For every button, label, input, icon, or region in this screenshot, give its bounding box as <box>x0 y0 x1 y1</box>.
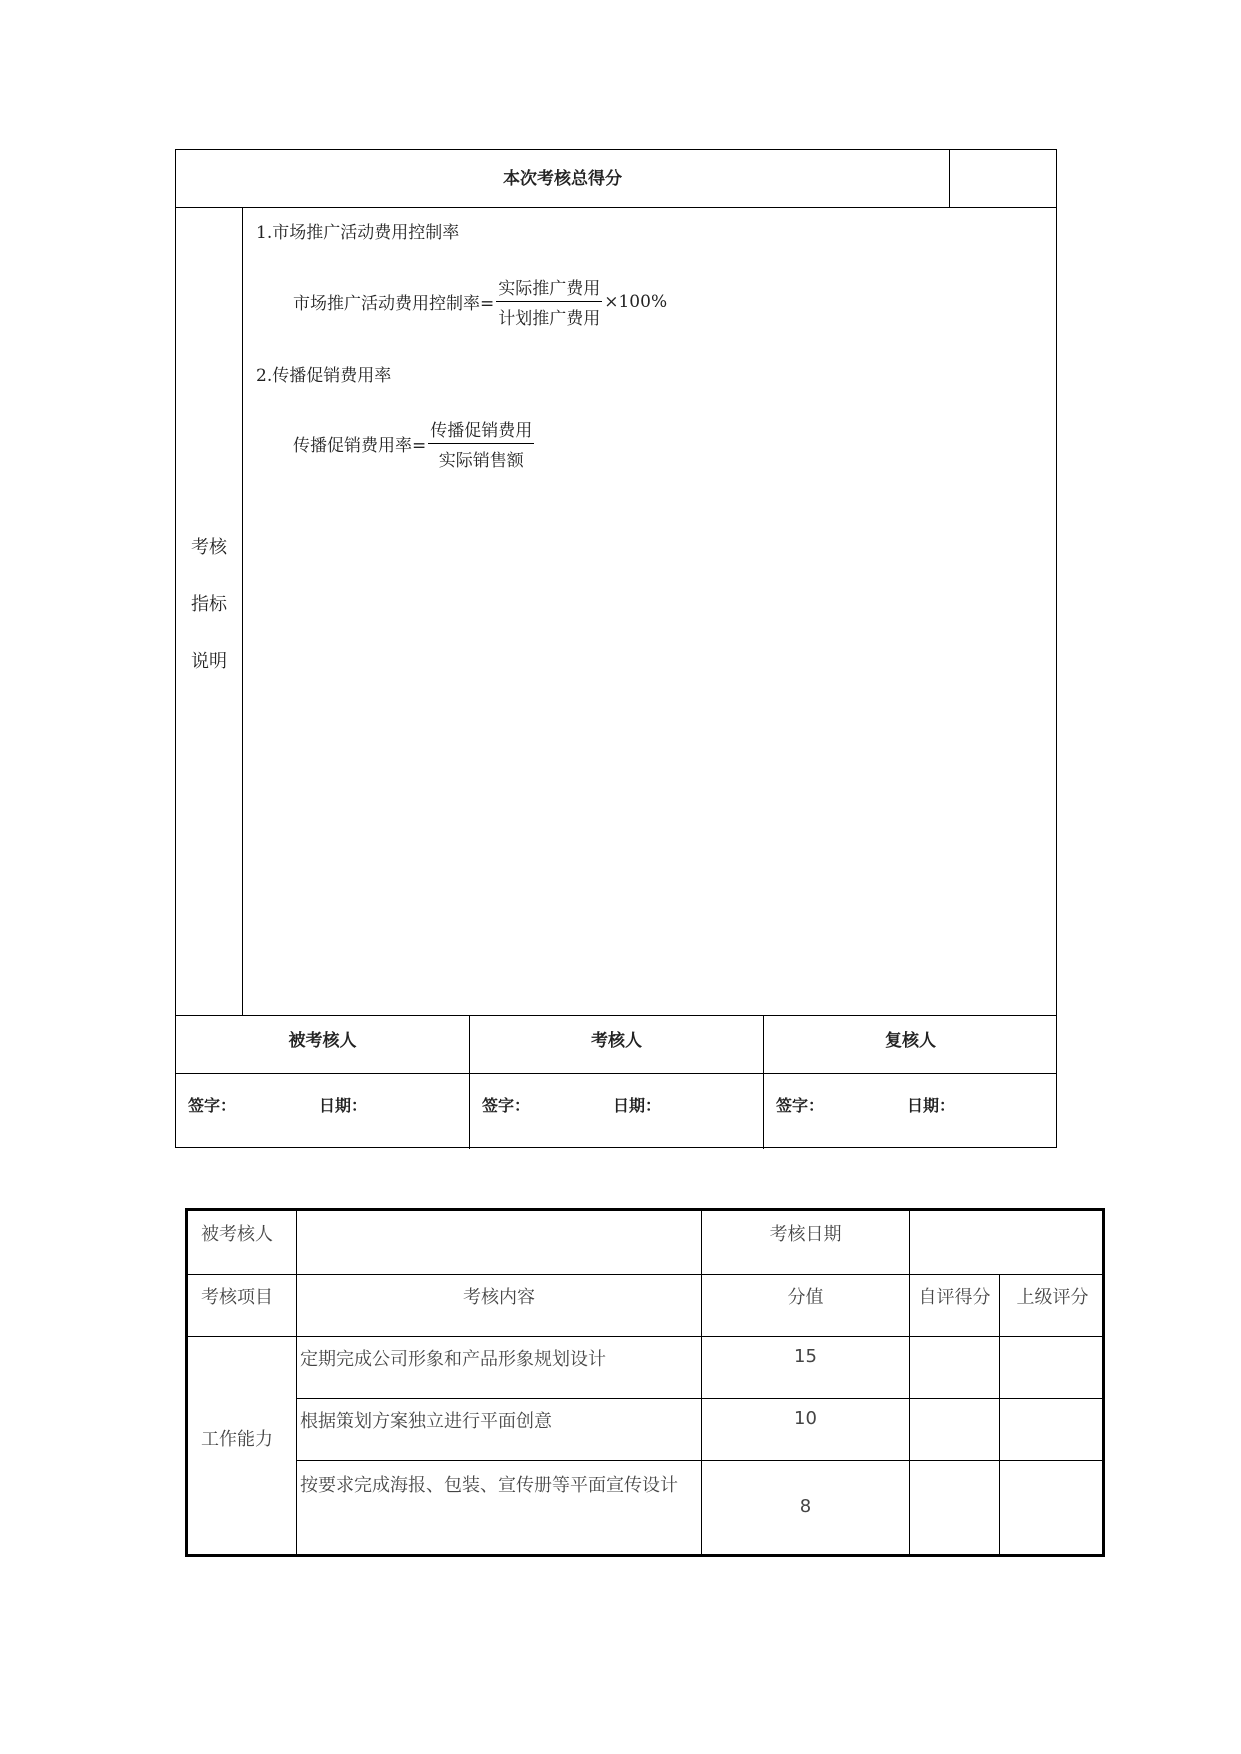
section-label-line-1: 考核 <box>191 537 227 558</box>
total-score-value-cell[interactable] <box>950 150 1056 207</box>
date-label: 日期： <box>319 1096 368 1115</box>
sign-label: 签字： <box>776 1096 825 1115</box>
row-divider <box>176 1015 1056 1016</box>
formula-denominator: 实际销售额 <box>438 451 524 471</box>
row-divider <box>296 1398 1102 1399</box>
assessee-label: 被考核人 <box>201 1224 273 1245</box>
header-superior-score: 上级评分 <box>1016 1287 1089 1308</box>
formula-numerator: 传播促销费用 <box>428 416 534 444</box>
column-divider <box>242 207 243 1015</box>
row-divider <box>188 1336 1102 1337</box>
reviewer-heading: 复核人 <box>885 1031 936 1051</box>
indicator-formula <box>293 416 536 471</box>
assessee-heading: 被考核人 <box>288 1031 357 1051</box>
superior-score-field[interactable] <box>1001 1401 1101 1458</box>
column-divider <box>909 1211 910 1554</box>
assessment-date-label: 考核日期 <box>769 1224 842 1245</box>
row-divider <box>188 1274 1102 1275</box>
row-content: 定期完成公司形象和产品形象规划设计 <box>300 1349 606 1370</box>
formula-numerator: 实际推广费用 <box>496 274 602 302</box>
column-divider <box>999 1274 1000 1554</box>
score-table <box>185 1208 1105 1557</box>
self-score-field[interactable] <box>911 1463 997 1553</box>
formula-lhs: 市场推广活动费用控制率= <box>293 294 495 314</box>
self-score-field[interactable] <box>911 1339 997 1396</box>
assessee-value-field[interactable] <box>298 1213 698 1271</box>
indicator-heading: 1.市场推广活动费用控制率 <box>256 223 460 243</box>
header-self-score: 自评得分 <box>918 1287 991 1308</box>
row-score: 10 <box>794 1408 817 1429</box>
formula-lhs: 传播促销费用率= <box>293 436 427 456</box>
header-content: 考核内容 <box>463 1287 535 1308</box>
total-score-label: 本次考核总得分 <box>503 169 622 189</box>
row-divider <box>176 1073 1056 1074</box>
section-label-line-2: 指标 <box>191 594 227 615</box>
formula-fraction <box>428 416 534 471</box>
row-divider <box>176 207 1056 208</box>
row-content: 按要求完成海报、包装、宣传册等平面宣传设计 <box>300 1475 678 1496</box>
date-label: 日期： <box>613 1096 662 1115</box>
indicator-formula <box>293 274 667 329</box>
header-score: 分值 <box>787 1287 824 1308</box>
superior-score-field[interactable] <box>1001 1463 1101 1553</box>
row-divider <box>296 1460 1102 1461</box>
header-item: 考核项目 <box>201 1287 273 1308</box>
sign-label: 签字： <box>482 1096 531 1115</box>
formula-denominator: 计划推广费用 <box>498 309 601 329</box>
superior-score-field[interactable] <box>1001 1339 1101 1396</box>
column-divider <box>296 1211 297 1554</box>
sign-label: 签字： <box>188 1096 237 1115</box>
row-content: 根据策划方案独立进行平面创意 <box>300 1411 552 1432</box>
date-label: 日期： <box>907 1096 956 1115</box>
category-label: 工作能力 <box>201 1429 273 1450</box>
assessor-heading: 考核人 <box>591 1031 642 1051</box>
assessment-date-field[interactable] <box>911 1213 1101 1271</box>
indicator-heading: 2.传播促销费用率 <box>256 366 392 386</box>
section-label-line-3: 说明 <box>191 651 227 672</box>
row-score: 15 <box>794 1346 817 1367</box>
row-score: 8 <box>799 1496 812 1517</box>
formula-fraction <box>496 274 602 329</box>
formula-suffix: ×100% <box>604 291 668 312</box>
self-score-field[interactable] <box>911 1401 997 1458</box>
assessment-summary-table <box>175 149 1057 1148</box>
